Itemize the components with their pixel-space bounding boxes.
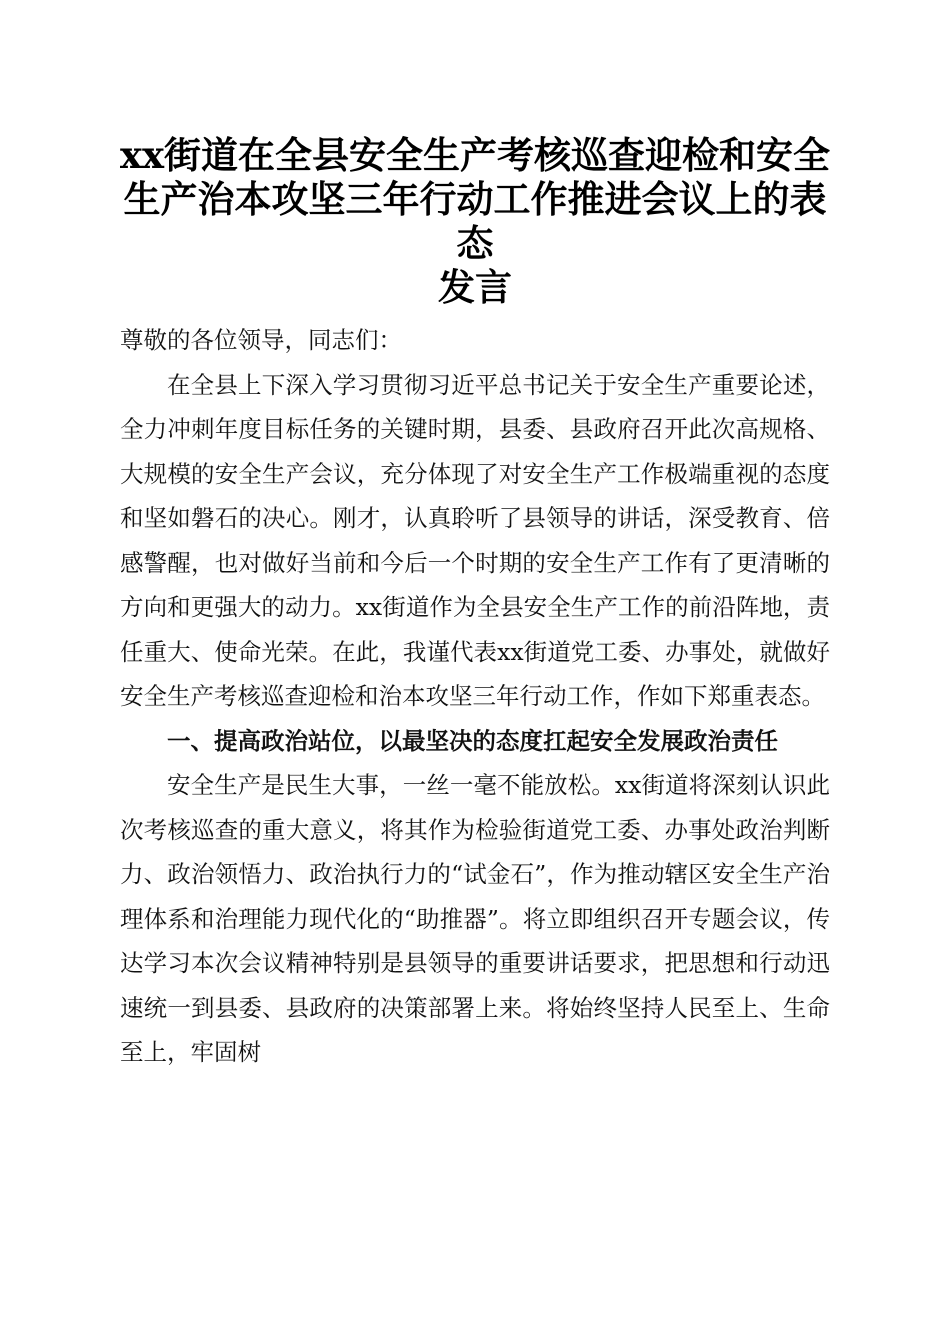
document-title: xx街道在全县安全生产考核巡查迎检和安全 生产治本攻坚三年行动工作推进会议上的表态 发言 (119, 133, 831, 309)
document-body (120, 318, 830, 1075)
body-paragraph-section-1: 安全生产是民生大事，一丝一毫不能放松。xx街道将深刻认识此次考核巡查的重大意义，将其作为检验街道党工委、办事处政治判断力、政治领悟力、政治执行力的“试金石”，作为推动辖区安全生产治理体系和治理能力现代化的“助推器”。将立即组织召开专题会议，传达学习本次会议精神特别是县领导的重要讲话要求，把思想和行动迅速统一到县委、县政府的决策部署上来。将始终坚持人民至上、生命至上，牢固树 (120, 771, 830, 1066)
section-heading: 一、提高政治站位，以最坚决的态度扛起安全发展政治责任 (167, 726, 778, 755)
body-paragraph-intro: 在全县上下深入学习贯彻习近平总书记关于安全生产重要论述，全力冲刺年度目标任务的关键时期，县委、县政府召开此次高规格、大规模的安全生产会议，充分体现了对安全生产工作极端重视的态度和坚如磐石的决心。刚才，认真聆听了县领导的讲话，深受教育、倍感警醒，也对做好当前和今后一个时期的安全生产工作有了更清晰的方向和更强大的动力。xx街道作为全县安全生产工作的前沿阵地，责任重大、使命光荣。在此，我谨代表xx街道党工委、办事处，就做好安全生产考核巡查迎检和治本攻坚三年行动工作，作如下郑重表态。 (120, 370, 830, 710)
salutation: 尊敬的各位领导，同志们： (120, 326, 402, 354)
